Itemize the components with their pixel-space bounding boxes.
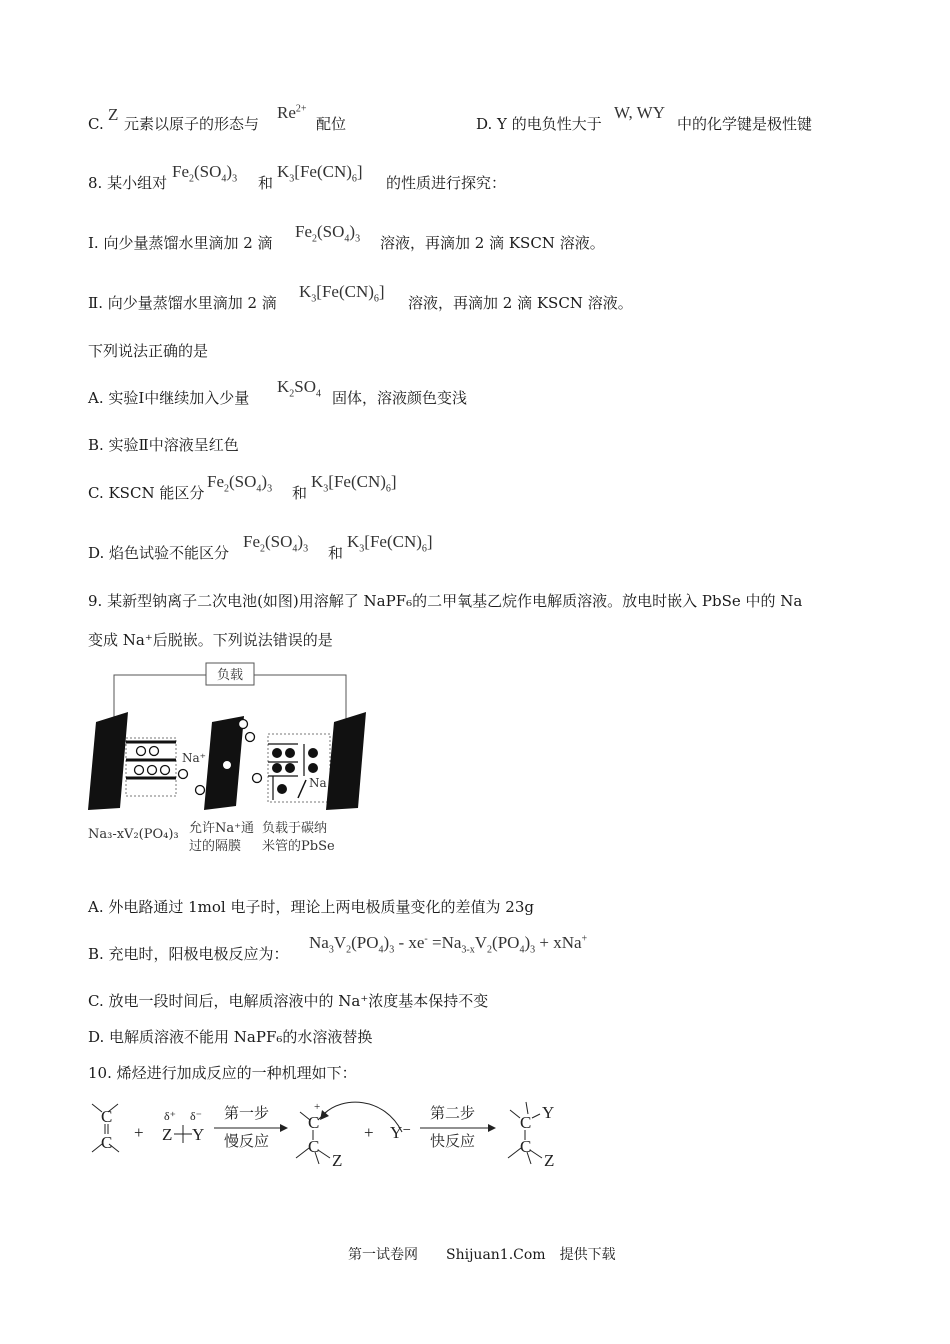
q7-optd-pre: D. Y 的电负性大于: [476, 115, 602, 133]
reagent-z: Z: [162, 1125, 173, 1144]
q8-optc-formula1: $Fe_2(SO_4)_3$: [207, 472, 273, 495]
q8-ask: 下列说法正确的是: [88, 342, 209, 360]
carbocation-plus: +: [314, 1101, 321, 1113]
step1-bottom: 慢反应: [224, 1134, 270, 1150]
alkene-c-top: C: [101, 1107, 113, 1126]
q8-exp1-formula: $Fe_2(SO_4)_3$: [295, 222, 361, 245]
delta-plus: δ⁺: [164, 1109, 176, 1123]
cation-c-bottom: C: [308, 1137, 320, 1156]
q9-stem-line2: 变成 Na⁺后脱嵌。下列说法错误的是: [88, 631, 333, 649]
q7-optd-post: 中的化学键是极性键: [677, 115, 813, 133]
q8-optc-formula2: $K_3[Fe(CN)_6]$: [311, 472, 397, 495]
footer-text: 第一试卷网 Shijuan1.Com 提供下载: [348, 1247, 616, 1263]
q8-opta-pre: A. 实验Ⅰ中继续加入少量: [88, 389, 250, 407]
q9-option-a: A. 外电路通过 1mol 电子时，理论上两电极质量变化的差值为 23g: [88, 898, 534, 916]
q8-optc-and: 和: [292, 484, 308, 502]
step2-bottom: 快反应: [430, 1134, 476, 1150]
q8-exp2-formula: $K_3[Fe(CN)_6]$: [299, 282, 385, 305]
q8-fe2so43-formula: $Fe_2(SO_4)_3$: [172, 162, 238, 185]
cation-c-top: C: [308, 1113, 320, 1132]
q8-exp1-post: 溶液，再滴加 2 滴 KSCN 溶液。: [380, 234, 605, 252]
q9-stem-line1: 9. 某新型钠离子二次电池(如图)用溶解了 NaPF₆的二甲氧基乙烷作电解质溶液。放电时嵌入 PbSe 中的 Na: [88, 592, 803, 610]
load-label: 负载: [216, 668, 244, 683]
q9-optb-equation: $Na_3V_2(PO_4)_3 - xe^- =Na_{3-x}V_2(PO_4)_3 + xNa^+$: [309, 933, 588, 956]
reagent-y: Y: [192, 1125, 205, 1144]
q7-optd-formula: W, WY: [614, 103, 665, 122]
left-electrode: [88, 712, 128, 810]
q8-stem-post: 的性质进行探究：: [386, 174, 507, 192]
q9-option-c: C. 放电一段时间后，电解质溶液中的 Na⁺浓度基本保持不变: [88, 992, 489, 1010]
q8-opta-post: 固体，溶液颜色变浅: [332, 389, 468, 407]
q7-optc-label: C.: [88, 115, 104, 133]
alkene-c-bottom: C: [101, 1133, 113, 1152]
q8-stem-and: 和: [258, 174, 274, 192]
product-c-bottom: C: [520, 1137, 532, 1156]
step1-top: 第一步: [224, 1106, 270, 1122]
q8-exp2-pre: Ⅱ. 向少量蒸馏水里滴加 2 滴: [88, 294, 277, 312]
q8-optd-formula1: $Fe_2(SO_4)_3$: [243, 532, 309, 555]
q8-k3fecn6-formula: $K_3[Fe(CN)_6]$: [277, 162, 363, 185]
product-y: Y: [542, 1103, 555, 1122]
plus-1: +: [134, 1123, 144, 1142]
q10-stem: 10. 烯烃进行加成反应的一种机理如下：: [88, 1064, 357, 1082]
product-z: Z: [544, 1151, 555, 1170]
q8-optc-pre: C. KSCN 能区分: [88, 484, 205, 502]
right-electrode: [326, 712, 366, 810]
product-c-top: C: [520, 1113, 532, 1132]
y-anion: Y⁻: [390, 1123, 412, 1142]
mechanism-diagram: [84, 1092, 564, 1172]
q7-optc-post: 配位: [316, 115, 347, 133]
battery-diagram: [84, 660, 374, 820]
q9-option-d: D. 电解质溶液不能用 NaPF₆的水溶液替换: [88, 1028, 373, 1046]
delta-minus: δ⁻: [190, 1109, 202, 1123]
q7-optc-z: Z: [108, 105, 119, 124]
na-ion-label: Na⁺: [182, 751, 206, 765]
plus-2: +: [364, 1123, 374, 1142]
q8-option-b: B. 实验Ⅱ中溶液呈红色: [88, 436, 239, 454]
q8-stem-pre: 8. 某小组对: [88, 174, 168, 192]
q7-optc-mid: 元素以原子的形态与: [124, 115, 260, 133]
na-label-right: Na: [309, 776, 327, 790]
q7-optc-re: $Re^{2+}$: [277, 103, 307, 122]
cap-separator: 允许Na⁺通 过的隔膜: [189, 821, 254, 854]
step2-top: 第二步: [430, 1106, 476, 1122]
q9-optb-pre: B. 充电时，阳极电极反应为：: [88, 945, 289, 963]
q8-opta-formula: $K_2SO_4$: [277, 377, 322, 400]
q8-exp1-pre: Ⅰ. 向少量蒸馏水里滴加 2 滴: [88, 234, 273, 252]
q8-optd-pre: D. 焰色试验不能区分: [88, 544, 230, 562]
q8-optd-formula2: $K_3[Fe(CN)_6]$: [347, 532, 433, 555]
q8-exp2-post: 溶液，再滴加 2 滴 KSCN 溶液。: [408, 294, 633, 312]
q8-optd-and: 和: [328, 544, 344, 562]
cap-anode: 负载于碳纳 米管的PbSe: [262, 821, 335, 854]
cation-z: Z: [332, 1151, 343, 1170]
cap-cathode: Na₃-xV₂(PO₄)₃: [88, 827, 179, 842]
